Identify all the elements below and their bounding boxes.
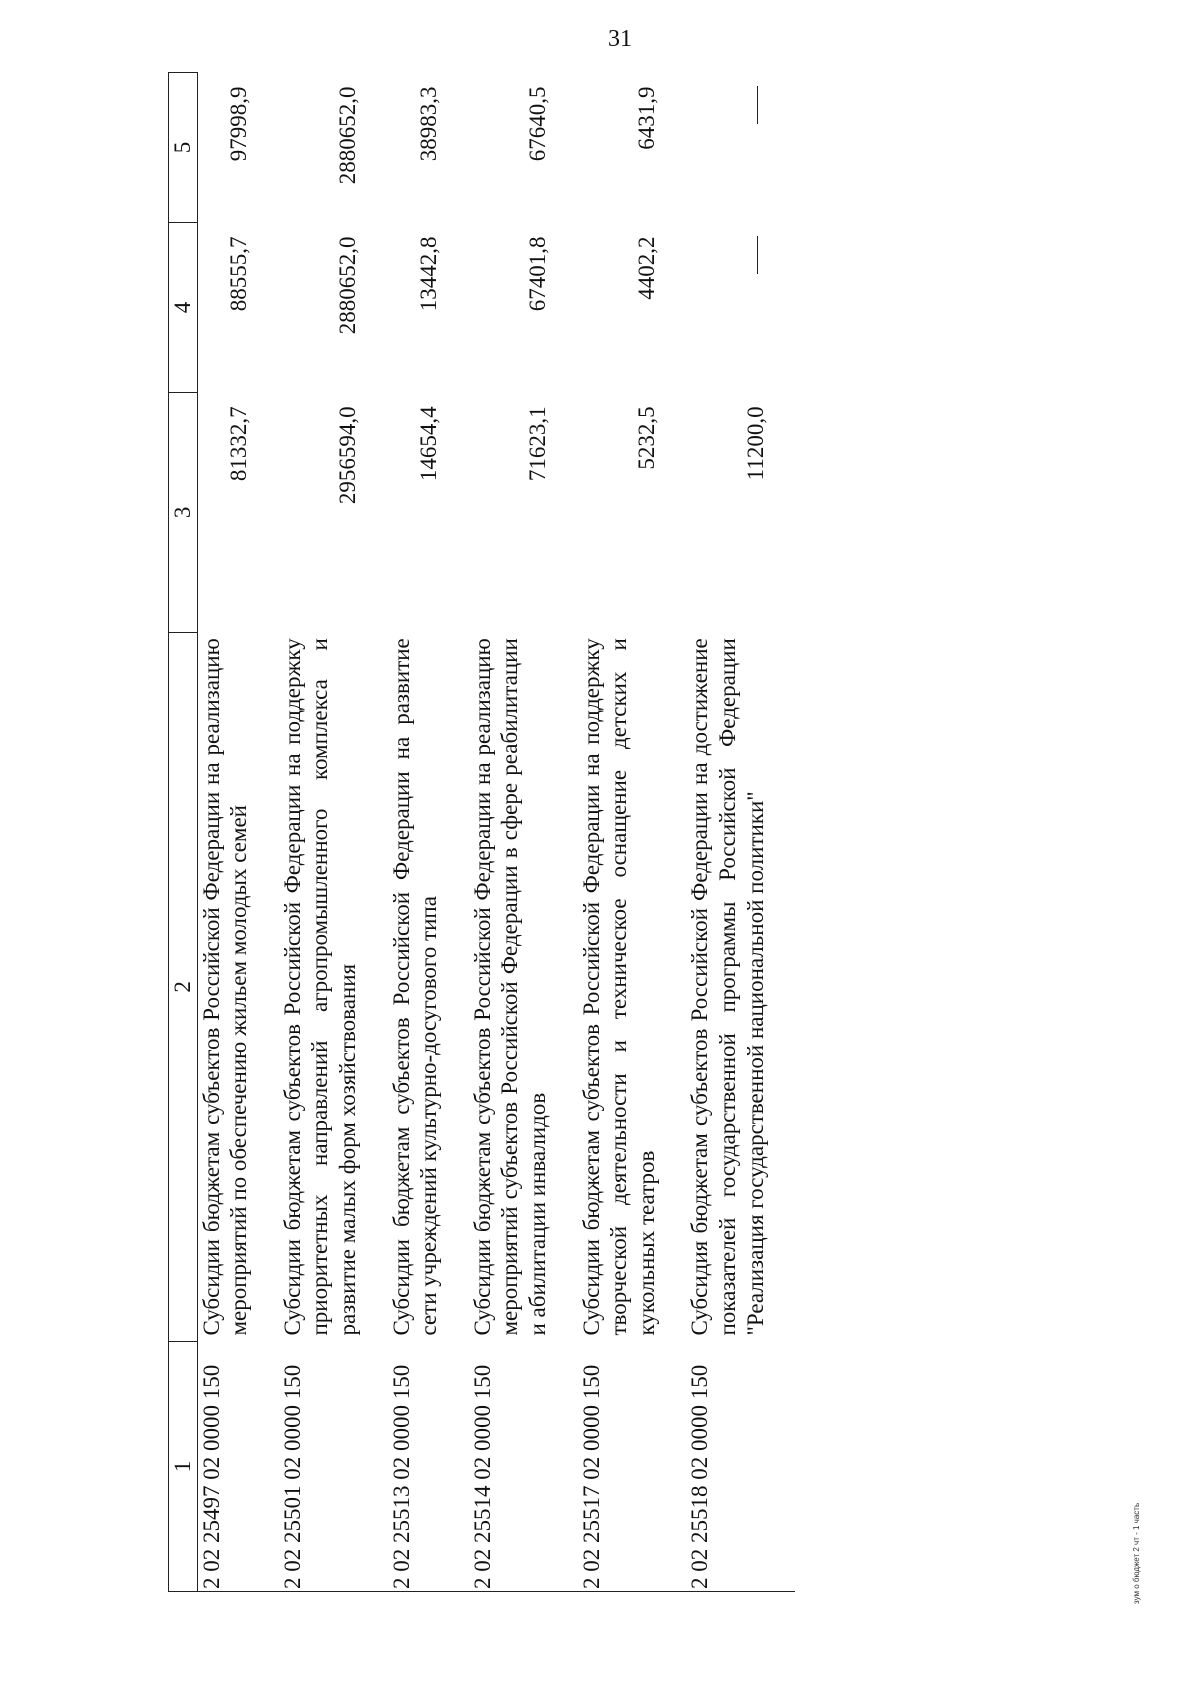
budget-code: 2 02 25497 02 0000 150 — [197, 1342, 279, 1592]
rotated-sheet — [168, 72, 1088, 1592]
row-description: Субсидии бюджетам субъектов Российской Федерации на поддержку творческой деятельности и техническое оснащение детских и кукольных театров — [578, 638, 659, 1336]
row-description: Субсидии бюджетам субъектов Российской Федерации на реализацию мероприятий по обеспечению жильем молодых семей — [198, 638, 252, 1336]
value-col5: 38983,3 — [416, 86, 442, 162]
page-number: 31 — [608, 26, 632, 52]
value-col3: 2956594,0 — [334, 406, 360, 505]
table-row — [279, 73, 388, 1592]
value-col5: 97998,9 — [226, 86, 252, 162]
value-col4: 2880652,0 — [334, 236, 360, 335]
budget-code: 2 02 25501 02 0000 150 — [279, 1342, 388, 1592]
column-header-2: 2 — [169, 632, 198, 1341]
budget-table — [168, 72, 795, 1592]
budget-code: 2 02 25514 02 0000 150 — [469, 1342, 578, 1592]
value-col4: 67401,8 — [524, 236, 550, 312]
table-row — [578, 73, 687, 1592]
table-row — [686, 73, 795, 1592]
row-description: Субсидии бюджетам субъектов Российской Федерации на развитие сети учреждений культурно-досугового типа — [388, 638, 442, 1336]
budget-code: 2 02 25517 02 0000 150 — [578, 1342, 687, 1592]
value-col3: 11200,0 — [742, 406, 768, 481]
value-col5-empty — [686, 73, 795, 223]
value-col5: 67640,5 — [524, 86, 550, 162]
column-header-4: 4 — [169, 222, 198, 392]
value-col5: 6431,9 — [633, 86, 659, 150]
header-row — [169, 73, 198, 1592]
table-row — [388, 73, 469, 1592]
value-col3: 71623,1 — [524, 406, 550, 482]
value-col4: 4402,2 — [633, 236, 659, 300]
value-col3: 81332,7 — [226, 406, 252, 482]
value-col3: 14654,4 — [416, 406, 442, 482]
value-col5: 2880652,0 — [334, 86, 360, 185]
row-description: Субсидии бюджетам субъектов Российской Федерации на реализацию мероприятий субъектов Российской Федерации в сфере реабилитации и абилитации инвалидов — [469, 638, 550, 1336]
value-col3: 5232,5 — [633, 406, 659, 470]
column-header-5: 5 — [169, 73, 198, 223]
row-description: Субсидии бюджетам субъектов Российской Федерации на поддержку приоритетных направлений агропромышленного комплекса и развитие малых форм хозяйствования — [279, 638, 360, 1336]
budget-code: 2 02 25518 02 0000 150 — [686, 1342, 795, 1592]
table-row — [197, 73, 279, 1592]
column-header-3: 3 — [169, 392, 198, 632]
row-description: Субсидия бюджетам субъектов Российской Федерации на достижение показателей государственной программы Российской Федерации "Реализация государственной национальной политики" — [687, 638, 768, 1336]
value-col4: 88555,7 — [226, 236, 252, 312]
value-col4: 13442,8 — [416, 236, 442, 312]
table-row — [469, 73, 578, 1592]
footer-note: зум о бюджет 2 чт - 1 часть — [1132, 1502, 1141, 1604]
budget-code: 2 02 25513 02 0000 150 — [388, 1342, 469, 1592]
empty-value-dash — [757, 87, 758, 125]
value-col4-empty — [686, 222, 795, 392]
column-header-1: 1 — [169, 1342, 198, 1592]
empty-value-dash — [757, 236, 758, 274]
